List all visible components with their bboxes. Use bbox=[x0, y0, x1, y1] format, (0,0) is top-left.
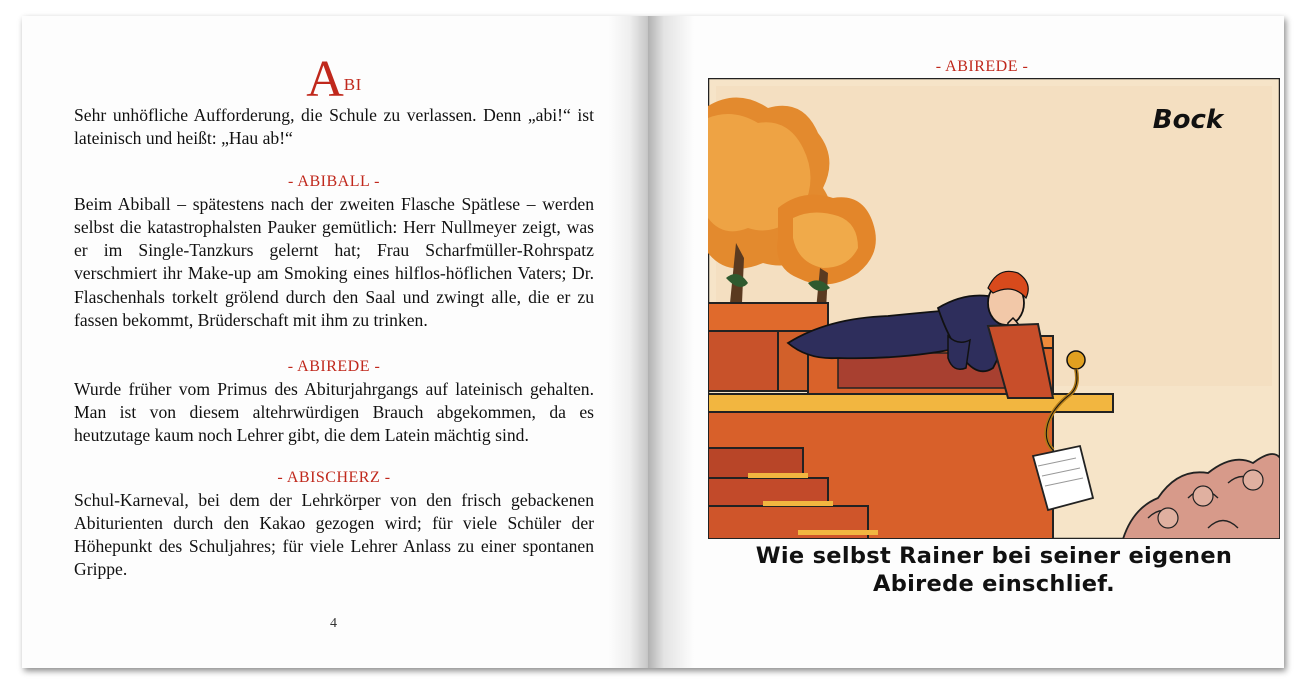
artist-signature: Bock bbox=[1152, 105, 1224, 135]
section-heading-abischerz: - ABISCHERZ - bbox=[277, 469, 391, 487]
dropcap-rest: BI bbox=[343, 75, 362, 94]
cartoon-illustration bbox=[708, 78, 1280, 539]
section-text-abirede: Wurde früher vom Primus des Abiturjahrgangs auf lateinisch gehalten. Man ist von diesem altehrwürdigen Brauch abgekommen, da es heutzutage kaum noch Lehrer gibt, die dem Latein mächtig sind. bbox=[74, 378, 594, 445]
cartoon-heading: - ABIREDE - bbox=[935, 58, 1029, 75]
page-number: 4 bbox=[330, 616, 337, 631]
dropcap-initial: A bbox=[306, 51, 344, 108]
section-heading-abirede: - ABIREDE - bbox=[287, 357, 381, 375]
left-page bbox=[22, 16, 648, 668]
gutter-shadow-left bbox=[608, 16, 648, 668]
caption-line-2: Abirede einschlief. bbox=[872, 571, 1116, 597]
caption-line-1: Wie selbst Rainer bei seiner eigenen bbox=[755, 543, 1233, 569]
gutter-shadow-right bbox=[648, 16, 694, 668]
open-book bbox=[22, 16, 1284, 668]
cartoon-caption bbox=[708, 542, 1280, 598]
section-text-abiball: Beim Abiball – spätestens nach der zweiten Flasche Spätlese – werden selbst die katastrophalsten Pauker gemütlich: Herr Nullmeyer zeigt, was er im Single-Tanzkurs gelernt hat; Frau Scharfmüller-Rohrspatz verschmiert ihr Make-up am Smoking eines hilflos-höflichen Vaters; Dr. Flaschenhals torkelt grölend durch den Saal und zwingt alle, die er zu fassen bekommt, Brüderschaft mit ihm zu trinken. bbox=[74, 194, 594, 330]
text-column bbox=[74, 51, 594, 581]
section-text-abischerz: Schul-Karneval, bei dem der Lehrkörper von den frisch gebackenen Abiturienten durch den Kakao gezogen wird; für viele Schüler der Höhepunkt des Schuljahres; für viele Lehrer Anlass zu einer spontanen Grippe. bbox=[74, 490, 594, 580]
abi-definition: Sehr unhöfliche Aufforderung, die Schule zu verlassen. Denn „abi!“ ist lateinisch und heißt: „Hau ab!“ bbox=[74, 105, 594, 149]
right-page bbox=[648, 16, 1284, 668]
dropcap-title bbox=[74, 51, 594, 108]
section-heading-abiball: - ABIBALL - bbox=[287, 173, 380, 191]
